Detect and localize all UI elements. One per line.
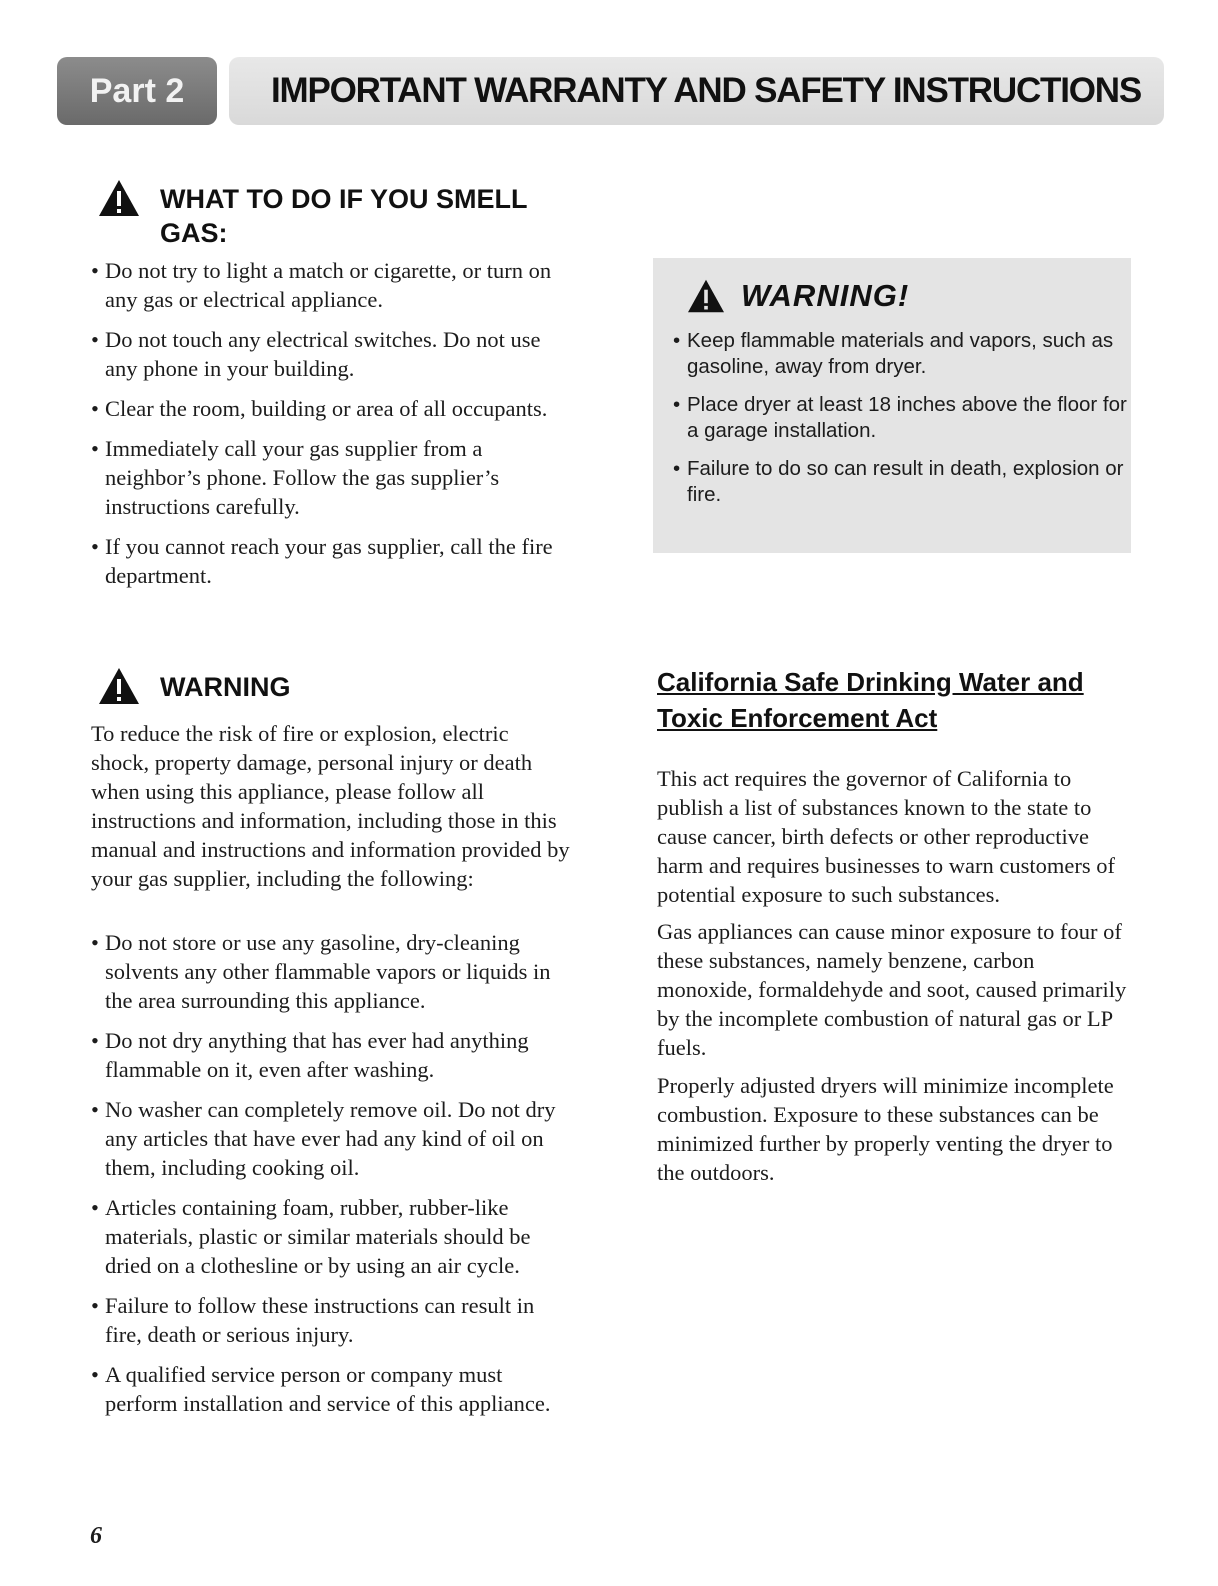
california-paragraph: Gas appliances can cause minor exposure to four of these substances, namely benzene, carbon monoxide, formaldehyde and soot, caused primarily by the incomplete combustion of natural gas or LP fuels.: [657, 919, 1127, 1060]
list-item: • No washer can completely remove oil. Do not dry any articles that have ever had any kind of oil on them, including cooking oil.: [91, 1095, 571, 1182]
page-title: IMPORTANT WARRANTY AND SAFETY INSTRUCTIONS: [229, 57, 1164, 125]
list-item: • Failure to follow these instructions can result in fire, death or serious injury.: [91, 1291, 571, 1349]
california-paragraph: Properly adjusted dryers will minimize incomplete combustion. Exposure to these substances can be minimized further by properly venting the dryer to the outdoors.: [657, 1073, 1114, 1185]
warning-triangle-icon: [97, 178, 141, 218]
list-item: • If you cannot reach your gas supplier, call the fire department.: [91, 532, 561, 590]
list-item: • Do not touch any electrical switches. Do not use any phone in your building.: [91, 325, 561, 383]
warning-box: [653, 258, 1131, 553]
warning-triangle-icon: [685, 278, 727, 314]
list-item: • Place dryer at least 18 inches above the floor for a garage installation.: [673, 392, 1129, 444]
part-tab: Part 2: [57, 57, 217, 125]
list-item: • Articles containing foam, rubber, rubber-like materials, plastic or similar materials should be dried on a clothesline or by using an air cycle.: [91, 1193, 571, 1280]
page-number: 6: [90, 1523, 102, 1549]
list-item: • Immediately call your gas supplier from a neighbor’s phone. Follow the gas supplier’s instructions carefully.: [91, 434, 561, 521]
list-item: • Do not store or use any gasoline, dry-cleaning solvents any other flammable vapors or liquids in the area surrounding this appliance.: [91, 928, 571, 1015]
warning-instructions-list: [91, 928, 571, 1429]
california-act-heading: California Safe Drinking Water and Toxic Enforcement Act: [657, 667, 1084, 733]
list-item: • A qualified service person or company must perform installation and service of this appliance.: [91, 1360, 571, 1418]
california-paragraph: This act requires the governor of California to publish a list of substances known to the state to cause cancer, birth defects or other reproductive harm and requires businesses to warn customers of potential exposure to such substances.: [657, 766, 1116, 907]
list-item: • Clear the room, building or area of all occupants.: [91, 394, 561, 423]
warning-section-heading: WARNING: [160, 672, 291, 702]
list-item: • Failure to do so can result in death, explosion or fire.: [673, 456, 1129, 508]
gas-instructions-list: [91, 256, 561, 601]
warning-box-title: WARNING!: [741, 278, 910, 313]
list-item: • Do not dry anything that has ever had anything flammable on it, even after washing.: [91, 1026, 571, 1084]
warning-box-list: [673, 328, 1129, 520]
warning-intro: To reduce the risk of fire or explosion, electric shock, property damage, personal injury or death when using this appliance, please follow all instructions and information, including those in this manual and instructions and information provided by your gas supplier, including the following:: [91, 721, 570, 891]
warning-triangle-icon: [97, 666, 141, 706]
list-item: • Do not try to light a match or cigarette, or turn on any gas or electrical appliance.: [91, 256, 561, 314]
list-item: • Keep flammable materials and vapors, such as gasoline, away from dryer.: [673, 328, 1129, 380]
gas-section-heading: WHAT TO DO IF YOU SMELL GAS:: [160, 184, 528, 248]
